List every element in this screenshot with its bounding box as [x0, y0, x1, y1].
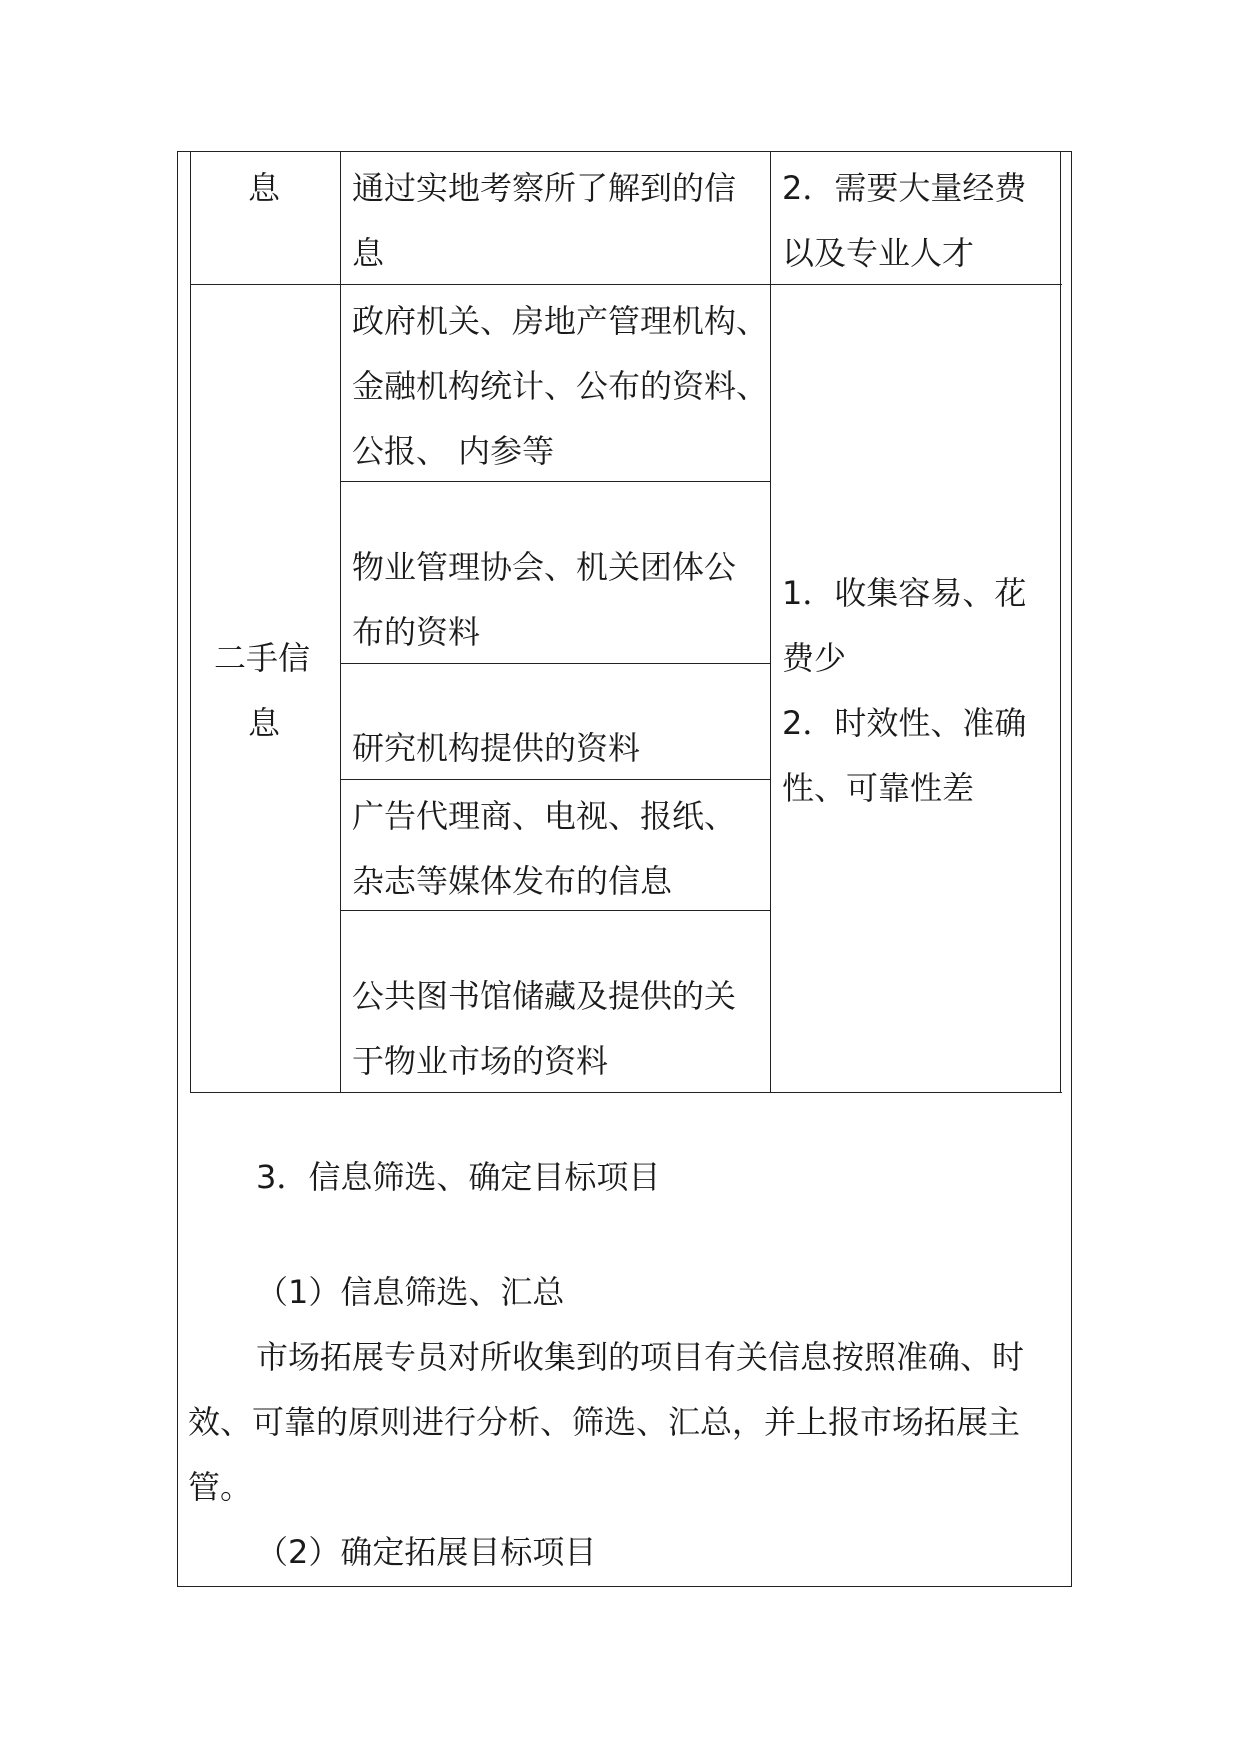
- paragraph-1-line1: 市场拓展专员对所收集到的项目有关信息按照准确、时: [256, 1338, 1025, 1376]
- row1-source-line1: 通过实地考察所了解到的信: [352, 169, 737, 207]
- source-2-line1: 物业管理协会、机关团体公: [352, 548, 737, 586]
- row1-type-label: 息: [248, 169, 281, 207]
- subheading-2: （2）确定拓展目标项目: [256, 1533, 597, 1571]
- row1-source-line2: 息: [352, 234, 385, 272]
- section-heading-3: 3．信息筛选、确定目标项目: [256, 1158, 661, 1196]
- column-divider-2: [770, 151, 771, 1093]
- column-divider-1: [340, 151, 341, 1093]
- source-4-line2: 杂志等媒体发布的信息: [352, 862, 673, 900]
- paragraph-1-line3: 管。: [188, 1468, 253, 1506]
- source-1-line3: 公报、 内参等: [352, 432, 555, 470]
- secondhand-label-line1: 二手信: [214, 639, 311, 677]
- row1-eval-line2: 以及专业人才: [782, 234, 975, 272]
- row1-eval-line1: 2．需要大量经费: [782, 169, 1027, 207]
- source-1-line2: 金融机构统计、公布的资料、: [352, 367, 769, 405]
- subheading-1: （1）信息筛选、汇总: [256, 1273, 565, 1311]
- table-left-border: [190, 151, 191, 1093]
- table-bottom-border: [190, 1092, 1062, 1093]
- source-1-line1: 政府机关、房地产管理机构、: [352, 302, 769, 340]
- table-top-border: [190, 151, 1062, 152]
- eval-line3: 2．时效性、准确: [782, 704, 1027, 742]
- source-4-line1: 广告代理商、电视、报纸、: [352, 797, 737, 835]
- eval-line2: 费少: [782, 639, 847, 677]
- paragraph-1-line2: 效、可靠的原则进行分析、筛选、汇总，并上报市场拓展主: [188, 1403, 1021, 1441]
- source-2-line2: 布的资料: [352, 613, 481, 651]
- source-5-line1: 公共图书馆储藏及提供的关: [352, 977, 737, 1015]
- source-3-line1: 研究机构提供的资料: [352, 729, 641, 767]
- eval-line1: 1．收集容易、花: [782, 574, 1027, 612]
- eval-line4: 性、可靠性差: [782, 769, 975, 807]
- secondhand-label-line2: 息: [248, 704, 281, 742]
- table-right-border: [1060, 151, 1061, 1093]
- source-5-line2: 于物业市场的资料: [352, 1042, 609, 1080]
